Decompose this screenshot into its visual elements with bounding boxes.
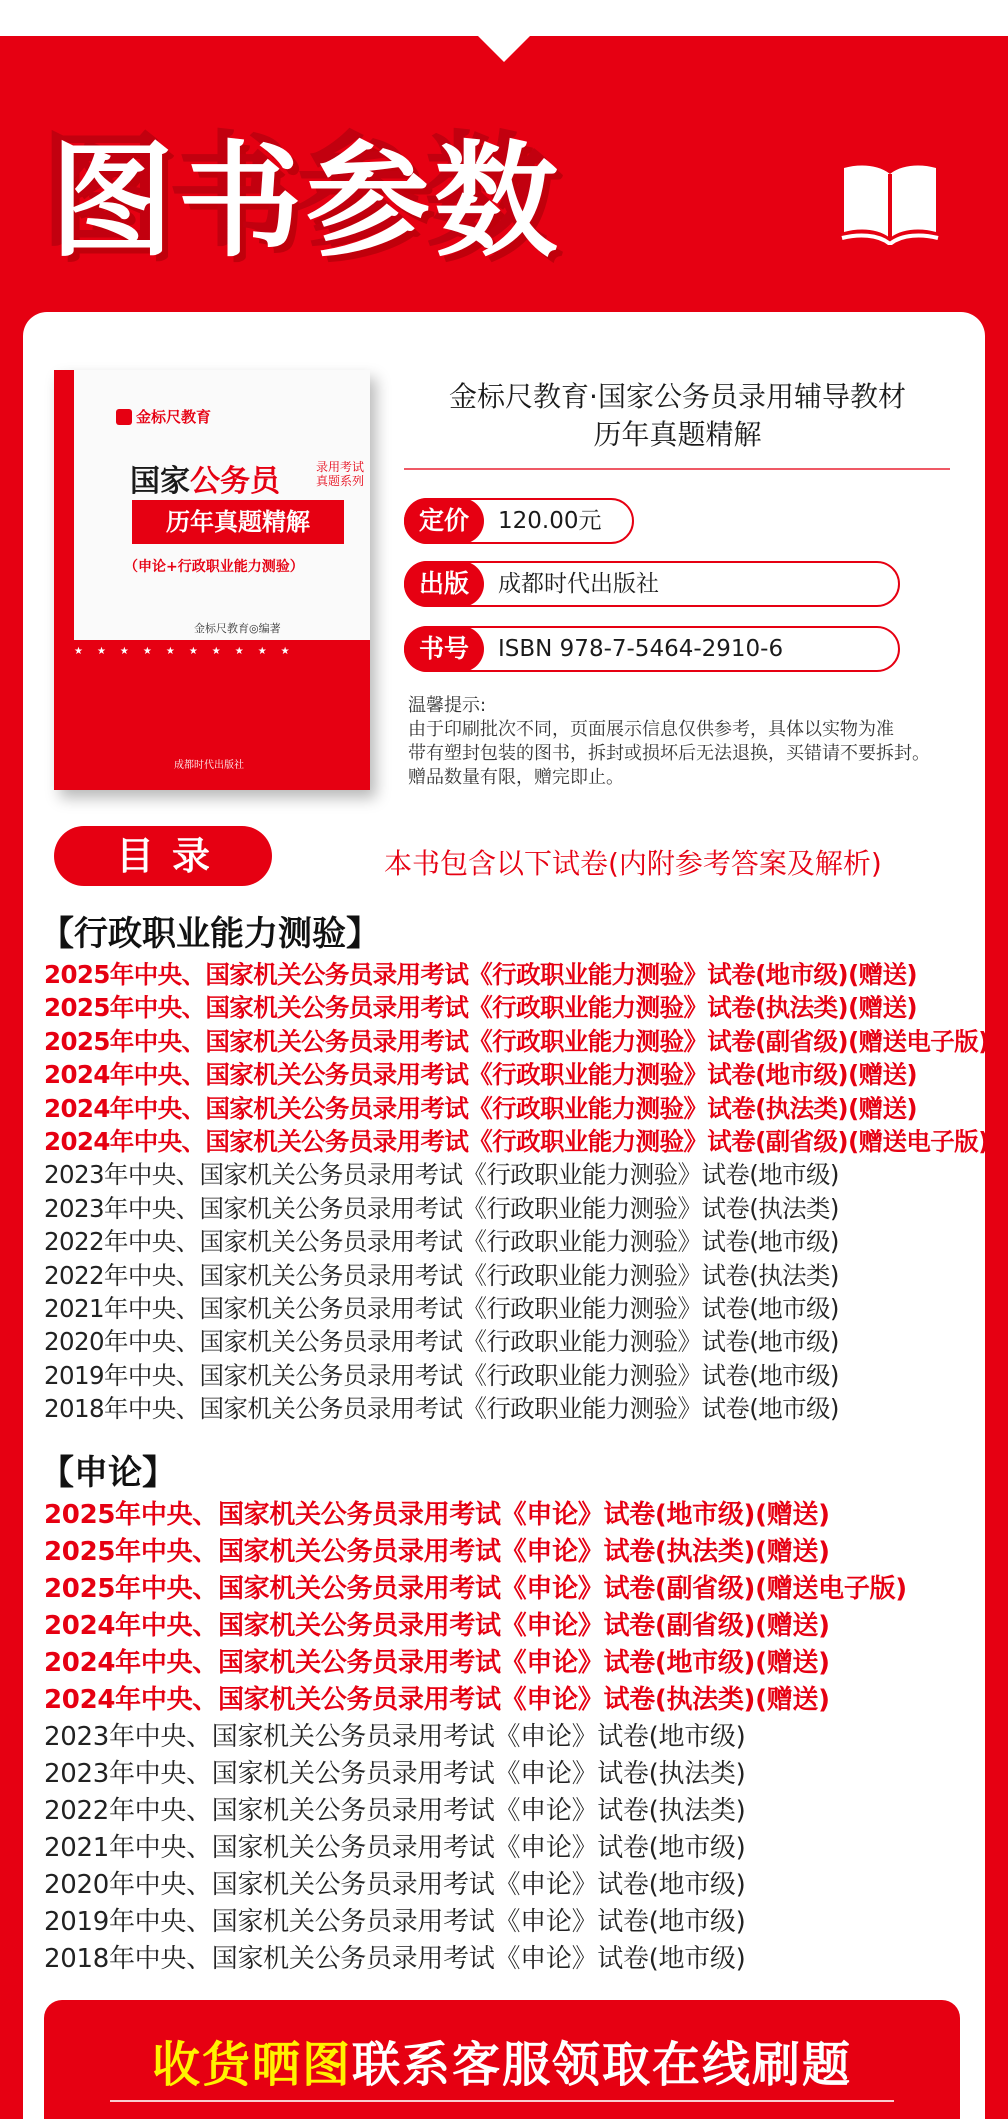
cover-main-title (130, 456, 280, 500)
list-item: 2020年中央、国家机关公务员录用考试《行政职业能力测验》试卷(地市级) (44, 1327, 839, 1357)
cover-logo (116, 406, 211, 427)
list-item: 2018年中央、国家机关公务员录用考试《申论》试卷(地市级) (44, 1944, 746, 1974)
publisher-field (404, 561, 900, 607)
bottom-divider (110, 2100, 894, 2102)
publisher-value: 成都时代出版社 (498, 571, 659, 597)
section-title-xingce: 【行政职业能力测验】 (40, 914, 380, 954)
list-item: 2024年中央、国家机关公务员录用考试《行政职业能力测验》试卷(执法类)(赠送) (44, 1093, 917, 1123)
list-item: 2021年中央、国家机关公务员录用考试《申论》试卷(地市级) (44, 1833, 746, 1863)
open-book-icon (840, 160, 940, 245)
xingce-list (44, 958, 989, 1426)
cover-subtitle: （申论+行政职业能力测验） (124, 559, 304, 575)
page-title: 图书参数 (50, 130, 563, 274)
cover-editor: 金标尺教育◎编著 (194, 622, 281, 635)
cover-publisher: 成都时代出版社 (174, 760, 244, 771)
logo-mark-icon (116, 409, 132, 425)
notice-line: 由于印刷批次不同，页面展示信息仅供参考，具体以实物为准 (408, 719, 894, 740)
cover-banner: 历年真题精解 (132, 500, 344, 544)
section-title-shenlun: 【申论】 (40, 1453, 176, 1493)
list-item: 2024年中央、国家机关公务员录用考试《行政职业能力测验》试卷(副省级)(赠送电子版) (44, 1127, 989, 1157)
notice-line: 带有塑封包装的图书，拆封或损坏后无法退换，买错请不要拆封。 (408, 743, 930, 764)
list-item: 2024年中央、国家机关公务员录用考试《申论》试卷(地市级)(赠送) (44, 1648, 830, 1678)
isbn-field (404, 626, 900, 672)
list-item: 2023年中央、国家机关公务员录用考试《申论》试卷(执法类) (44, 1759, 746, 1789)
price-value: 120.00元 (498, 508, 602, 534)
top-notch (476, 34, 532, 62)
notice (408, 694, 978, 790)
title-divider (404, 468, 950, 470)
list-item: 2023年中央、国家机关公务员录用考试《行政职业能力测验》试卷(执法类) (44, 1193, 839, 1223)
price-label: 定价 (404, 498, 484, 544)
shenlun-list (44, 1497, 907, 1978)
list-item: 2025年中央、国家机关公务员录用考试《申论》试卷(副省级)(赠送电子版) (44, 1574, 907, 1604)
cover-logo-text: 金标尺教育 (136, 408, 212, 426)
list-item: 2022年中央、国家机关公务员录用考试《行政职业能力测验》试卷(地市级) (44, 1227, 839, 1257)
toc-label: 目录 (54, 826, 272, 886)
book-title (400, 378, 955, 454)
list-item: 2022年中央、国家机关公务员录用考试《行政职业能力测验》试卷(执法类) (44, 1260, 839, 1290)
bottom-highlight: 收货晒图 (151, 2037, 352, 2093)
isbn-value: ISBN 978-7-5464-2910-6 (498, 636, 784, 662)
list-item: 2024年中央、国家机关公务员录用考试《行政职业能力测验》试卷(地市级)(赠送) (44, 1060, 917, 1090)
list-item: 2023年中央、国家机关公务员录用考试《行政职业能力测验》试卷(地市级) (44, 1160, 839, 1190)
bottom-text (44, 2026, 960, 2095)
list-item: 2020年中央、国家机关公务员录用考试《申论》试卷(地市级) (44, 1870, 746, 1900)
list-item: 2025年中央、国家机关公务员录用考试《行政职业能力测验》试卷(执法类)(赠送) (44, 993, 917, 1023)
cover-series: 录用考试真题系列 (316, 460, 365, 489)
list-item: 2019年中央、国家机关公务员录用考试《行政职业能力测验》试卷(地市级) (44, 1360, 839, 1390)
list-item: 2025年中央、国家机关公务员录用考试《行政职业能力测验》试卷(副省级)(赠送电子版) (44, 1026, 989, 1056)
cover-main-red: 公务员 (190, 464, 280, 499)
notice-line: 温馨提示: (408, 695, 487, 716)
price-field (404, 498, 634, 544)
list-item: 2024年中央、国家机关公务员录用考试《申论》试卷(执法类)(赠送) (44, 1685, 830, 1715)
list-item: 2025年中央、国家机关公务员录用考试《申论》试卷(执法类)(赠送) (44, 1537, 830, 1567)
bottom-banner (44, 2000, 960, 2119)
book-cover (54, 370, 370, 790)
book-title-line1: 金标尺教育·国家公务员录用辅导教材 (449, 380, 906, 413)
isbn-label: 书号 (404, 626, 484, 672)
list-item: 2024年中央、国家机关公务员录用考试《申论》试卷(副省级)(赠送) (44, 1611, 830, 1641)
bottom-rest: 联系客服领取在线刷题 (352, 2037, 853, 2093)
list-item: 2019年中央、国家机关公务员录用考试《申论》试卷(地市级) (44, 1907, 746, 1937)
toc-note: 本书包含以下试卷(内附参考答案及解析) (384, 847, 882, 880)
list-item: 2018年中央、国家机关公务员录用考试《行政职业能力测验》试卷(地市级) (44, 1394, 839, 1424)
list-item: 2025年中央、国家机关公务员录用考试《行政职业能力测验》试卷(地市级)(赠送) (44, 960, 917, 989)
list-item: 2023年中央、国家机关公务员录用考试《申论》试卷(地市级) (44, 1722, 746, 1752)
publisher-label: 出版 (404, 561, 484, 607)
list-item: 2022年中央、国家机关公务员录用考试《申论》试卷(执法类) (44, 1796, 746, 1826)
book-title-line2: 历年真题精解 (593, 417, 762, 451)
cover-main-black: 国家 (130, 464, 190, 499)
notice-line: 赠品数量有限，赠完即止。 (408, 767, 624, 788)
list-item: 2025年中央、国家机关公务员录用考试《申论》试卷(地市级)(赠送) (44, 1500, 830, 1530)
list-item: 2021年中央、国家机关公务员录用考试《行政职业能力测验》试卷(地市级) (44, 1294, 839, 1324)
cover-stars: ★★★★★★★★★★ (74, 646, 304, 657)
top-strip (0, 0, 1008, 36)
